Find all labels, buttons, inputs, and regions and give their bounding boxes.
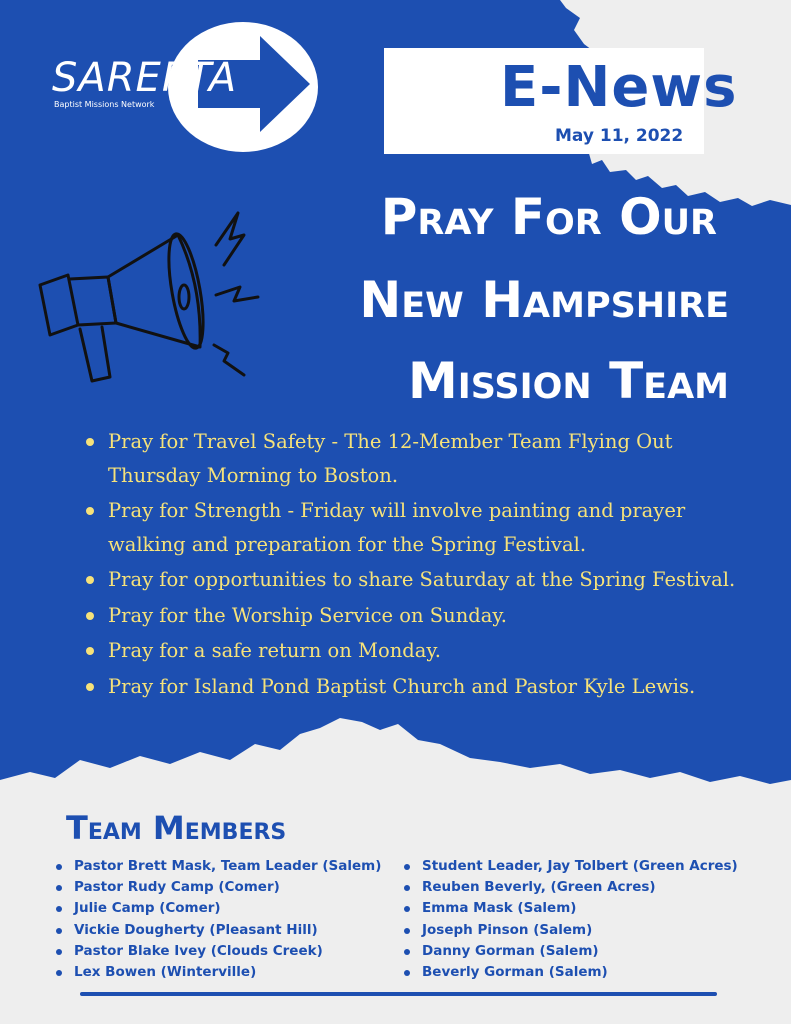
team-member: Joseph Pinson (Salem) [404,920,738,941]
megaphone-icon [30,205,270,395]
enews-title: E-News [500,55,738,120]
prayer-item: Pray for Island Pond Baptist Church and Pastor Kyle Lewis. [86,670,766,704]
team-member: Vickie Dougherty (Pleasant Hill) [56,920,381,941]
prayer-item: Pray for Travel Safety - The 12-Member Team Flying Out Thursday Morning to Boston. [86,425,766,492]
prayer-item: Pray for opportunities to share Saturday at the Spring Festival. [86,563,766,597]
team-member: Beverly Gorman (Salem) [404,962,738,983]
team-member: Danny Gorman (Salem) [404,941,738,962]
team-member: Julie Camp (Comer) [56,898,381,919]
prayer-item: Pray for Strength - Friday will involve painting and prayer walking and preparation for the Spring Festival. [86,494,766,561]
issue-date: May 11, 2022 [555,126,684,146]
team-member: Pastor Brett Mask, Team Leader (Salem) [56,856,381,877]
headline-line-2: New Hampshire [359,271,729,329]
team-member: Lex Bowen (Winterville) [56,962,381,983]
team-member: Student Leader, Jay Tolbert (Green Acres) [404,856,738,877]
logo-subtitle: Baptist Missions Network [54,100,155,109]
prayer-list [86,425,766,705]
team-member: Emma Mask (Salem) [404,898,738,919]
team-member: Pastor Blake Ivey (Clouds Creek) [56,941,381,962]
team-member: Pastor Rudy Camp (Comer) [56,877,381,898]
prayer-item: Pray for the Worship Service on Sunday. [86,599,766,633]
team-member: Reuben Beverly, (Green Acres) [404,877,738,898]
prayer-item: Pray for a safe return on Monday. [86,634,766,668]
logo-wordmark: SAREPTA [52,55,238,101]
headline-line-1: Pray For Our [380,188,717,246]
footer-divider [80,992,717,996]
team-list-right [404,856,738,983]
team-members-heading: Team Members [66,809,287,847]
team-list-left [56,856,381,983]
headline-line-3: Mission Team [407,352,729,410]
